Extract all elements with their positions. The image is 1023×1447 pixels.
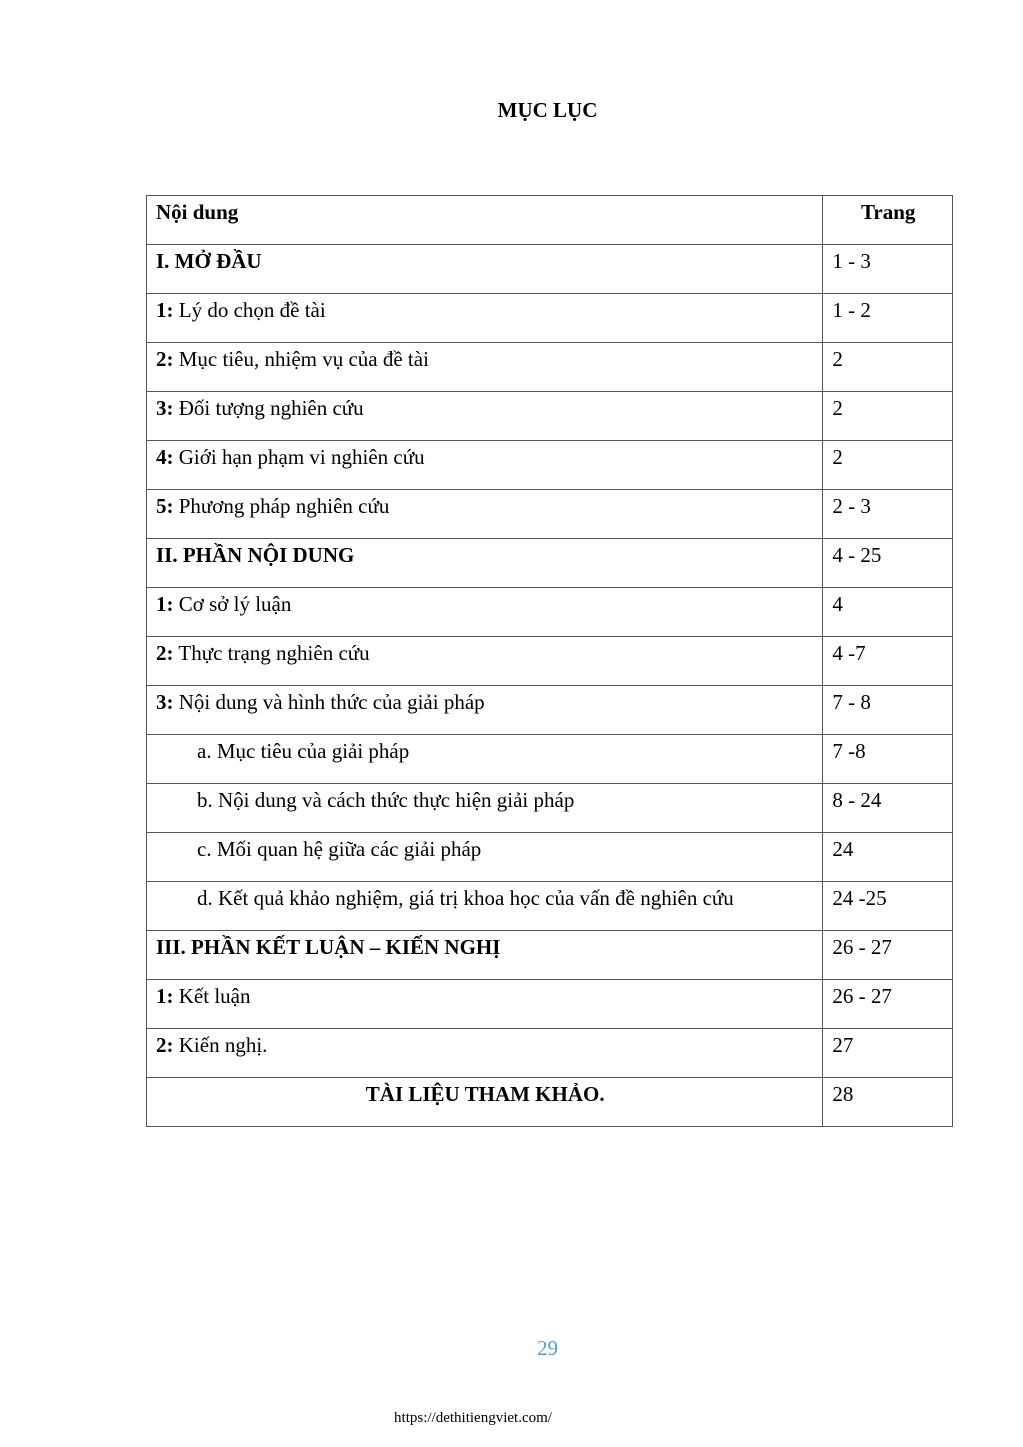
- row-text: Đối tượng nghiên cứu: [173, 396, 364, 420]
- row-page: 26 - 27: [823, 980, 953, 1029]
- row-text: II. PHẦN NỘI DUNG: [147, 539, 823, 588]
- table-row: [147, 392, 953, 441]
- table-row: [147, 686, 953, 735]
- row-page: 24: [823, 833, 953, 882]
- row-page: 8 - 24: [823, 784, 953, 833]
- row-page: 1 - 3: [823, 245, 953, 294]
- table-row: [147, 441, 953, 490]
- table-row: [147, 1078, 953, 1127]
- table-row: [147, 245, 953, 294]
- row-content: [147, 686, 823, 735]
- page-title: MỤC LỤC: [497, 98, 598, 122]
- row-text: III. PHẦN KẾT LUẬN – KIẾN NGHỊ: [147, 931, 823, 980]
- row-page: 2: [823, 392, 953, 441]
- row-text: a. Mục tiêu của giải pháp: [147, 735, 823, 784]
- row-content: [147, 1029, 823, 1078]
- row-page: 28: [823, 1078, 953, 1127]
- row-number: 2:: [156, 1033, 174, 1057]
- row-page: 4 - 25: [823, 539, 953, 588]
- row-content: [147, 392, 823, 441]
- row-content: [147, 343, 823, 392]
- row-text: TÀI LIỆU THAM KHẢO.: [147, 1078, 823, 1127]
- row-content: [147, 490, 823, 539]
- row-number: 3:: [156, 396, 174, 420]
- header-page: Trang: [823, 196, 953, 245]
- row-page: 2 - 3: [823, 490, 953, 539]
- table-row: [147, 833, 953, 882]
- table-row: [147, 882, 953, 931]
- table-row: [147, 490, 953, 539]
- table-row: [147, 343, 953, 392]
- row-text: Nội dung và hình thức của giải pháp: [173, 690, 485, 714]
- row-page: 4 -7: [823, 637, 953, 686]
- row-content: [147, 980, 823, 1029]
- row-content: [147, 441, 823, 490]
- row-number: 1:: [156, 592, 174, 616]
- header-content: Nội dung: [147, 196, 823, 245]
- table-row: [147, 931, 953, 980]
- row-text: Giới hạn phạm vi nghiên cứu: [173, 445, 425, 469]
- row-text: Lý do chọn đề tài: [173, 298, 326, 322]
- row-content: [147, 637, 823, 686]
- row-text: Cơ sở lý luận: [173, 592, 292, 616]
- table-row: [147, 588, 953, 637]
- row-page: 2: [823, 441, 953, 490]
- footer-url[interactable]: https://dethitiengviet.com/: [394, 1410, 552, 1426]
- table-row: [147, 980, 953, 1029]
- table-row: [147, 1029, 953, 1078]
- row-page: 1 - 2: [823, 294, 953, 343]
- row-page: 7 - 8: [823, 686, 953, 735]
- row-text: Thực trạng nghiên cứu: [173, 641, 370, 665]
- row-number: 2:: [156, 347, 174, 371]
- row-page: 7 -8: [823, 735, 953, 784]
- table-row: [147, 294, 953, 343]
- row-text: I. MỞ ĐẦU: [147, 245, 823, 294]
- row-text: Mục tiêu, nhiệm vụ của đề tài: [173, 347, 429, 371]
- row-page: 26 - 27: [823, 931, 953, 980]
- row-text: Kết luận: [173, 984, 251, 1008]
- row-text: b. Nội dung và cách thức thực hiện giải pháp: [147, 784, 823, 833]
- row-text: d. Kết quả khảo nghiệm, giá trị khoa học của vấn đề nghiên cứu: [147, 882, 823, 931]
- row-page: 27: [823, 1029, 953, 1078]
- row-number: 5:: [156, 494, 174, 518]
- row-number: 2:: [156, 641, 174, 665]
- table-of-contents: [146, 195, 953, 1127]
- row-number: 3:: [156, 690, 174, 714]
- row-content: [147, 588, 823, 637]
- row-page: 2: [823, 343, 953, 392]
- row-number: 1:: [156, 298, 174, 322]
- row-text: c. Mối quan hệ giữa các giải pháp: [147, 833, 823, 882]
- page-number: 29: [537, 1336, 558, 1360]
- row-page: 4: [823, 588, 953, 637]
- table-header-row: [147, 196, 953, 245]
- table-row: [147, 735, 953, 784]
- row-text: Kiến nghị.: [173, 1033, 268, 1057]
- table-row: [147, 637, 953, 686]
- table-row: [147, 539, 953, 588]
- row-content: [147, 294, 823, 343]
- row-number: 1:: [156, 984, 174, 1008]
- row-text: Phương pháp nghiên cứu: [173, 494, 390, 518]
- row-number: 4:: [156, 445, 174, 469]
- row-page: 24 -25: [823, 882, 953, 931]
- table-row: [147, 784, 953, 833]
